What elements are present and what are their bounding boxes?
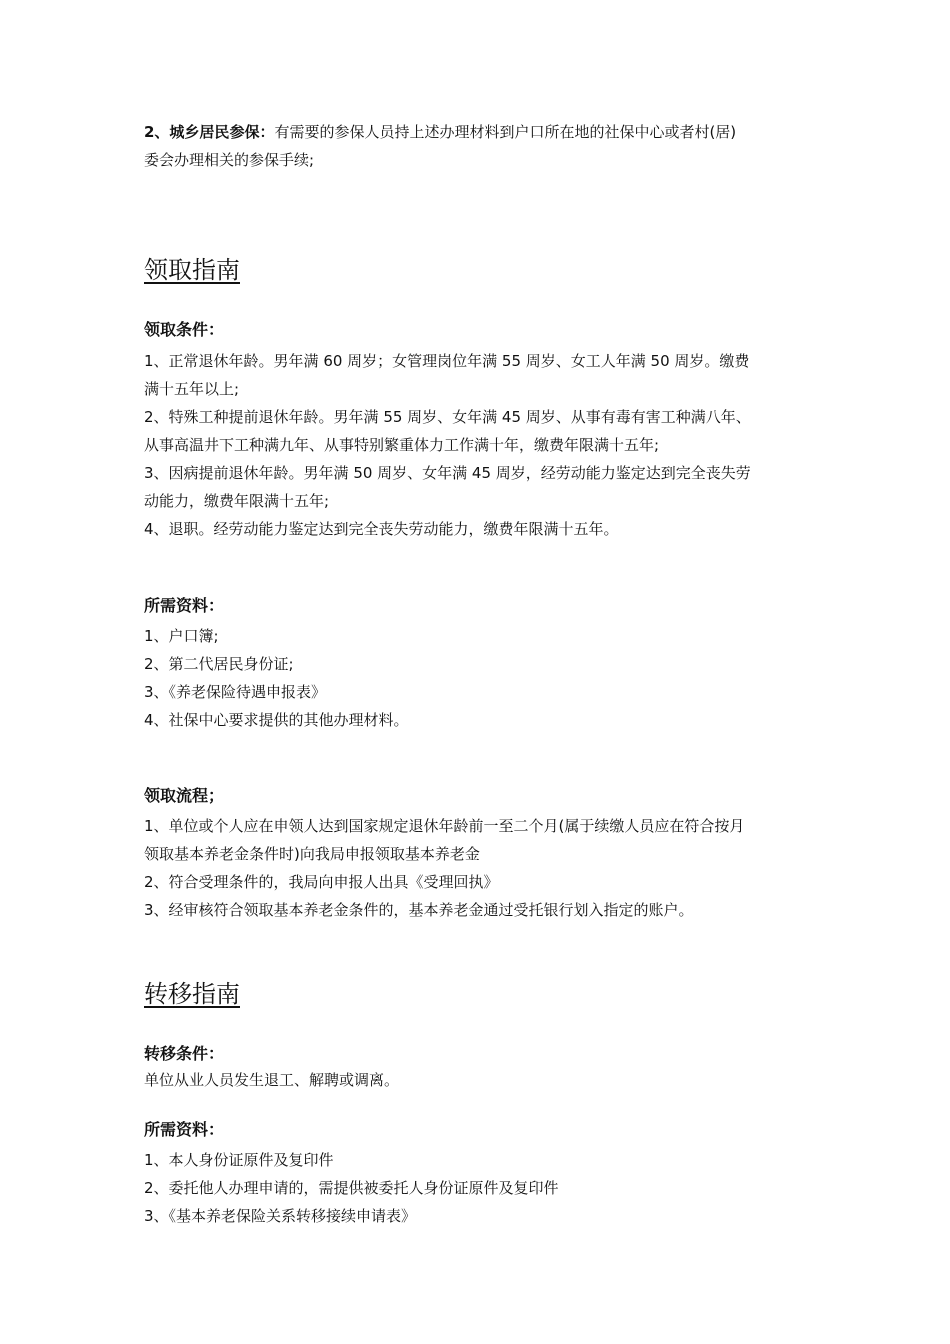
claim-process-heading: 领取流程； <box>144 786 225 805</box>
list-item: 1、本人身份证原件及复印件 <box>144 1151 334 1169</box>
list-item: 4、退职。经劳动能力鉴定达到完全丧失劳动能力，缴费年限满十五年。 <box>144 520 619 538</box>
list-item: 满十五年以上; <box>144 380 240 398</box>
transfer-guide-title: 转移指南 <box>144 980 240 1008</box>
intro-label: 2、城乡居民参保： <box>144 123 275 141</box>
intro-line-2: 委会办理相关的参保手续; <box>144 151 315 169</box>
claim-guide-title: 领取指南 <box>144 256 240 284</box>
list-item: 3、经审核符合领取基本养老金条件的，基本养老金通过受托银行划入指定的账户。 <box>144 901 694 919</box>
claim-process-list <box>144 812 814 924</box>
list-item: 2、第二代居民身份证; <box>144 655 294 673</box>
list-item: 1、户口簿; <box>144 627 219 645</box>
claim-materials-list <box>144 622 814 734</box>
claim-conditions-heading: 领取条件： <box>144 320 225 339</box>
list-item: 2、委托他人办理申请的，需提供被委托人身份证原件及复印件 <box>144 1179 559 1197</box>
list-item: 3、《基本养老保险关系转移接续申请表》 <box>144 1207 417 1225</box>
list-item: 1、单位或个人应在申领人达到国家规定退休年龄前一至二个月(属于续缴人员应在符合按月 <box>144 817 745 835</box>
transfer-materials-list <box>144 1146 814 1230</box>
transfer-conditions-heading: 转移条件： <box>144 1044 225 1063</box>
list-item: 从事高温井下工种满九年、从事特别繁重体力工作满十年，缴费年限满十五年; <box>144 436 660 454</box>
claim-conditions-list <box>144 347 814 543</box>
intro-line-1 <box>144 118 814 146</box>
claim-materials-heading: 所需资料： <box>144 596 225 615</box>
list-item: 动能力，缴费年限满十五年; <box>144 492 330 510</box>
list-item: 2、符合受理条件的，我局向申报人出具《受理回执》 <box>144 873 499 891</box>
list-item: 3、《养老保险待遇申报表》 <box>144 683 327 701</box>
intro-text-1: 有需要的参保人员持上述办理材料到户口所在地的社保中心或者村(居) <box>274 123 737 141</box>
transfer-conditions-list <box>144 1066 814 1094</box>
transfer-materials-heading: 所需资料： <box>144 1120 225 1139</box>
list-item: 2、特殊工种提前退休年龄。男年满 55 周岁、女年满 45 周岁、从事有毒有害工种满八年、 <box>144 408 751 426</box>
intro-paragraph <box>144 118 814 174</box>
list-item: 1、正常退休年龄。男年满 60 周岁；女管理岗位年满 55 周岁、女工人年满 50 周岁。缴费 <box>144 352 750 370</box>
list-item: 3、因病提前退休年龄。男年满 50 周岁、女年满 45 周岁，经劳动能力鉴定达到完全丧失劳 <box>144 464 751 482</box>
list-item: 单位从业人员发生退工、解聘或调离。 <box>144 1071 400 1089</box>
list-item: 4、社保中心要求提供的其他办理材料。 <box>144 711 409 729</box>
list-item: 领取基本养老金条件时)向我局申报领取基本养老金 <box>144 845 480 863</box>
